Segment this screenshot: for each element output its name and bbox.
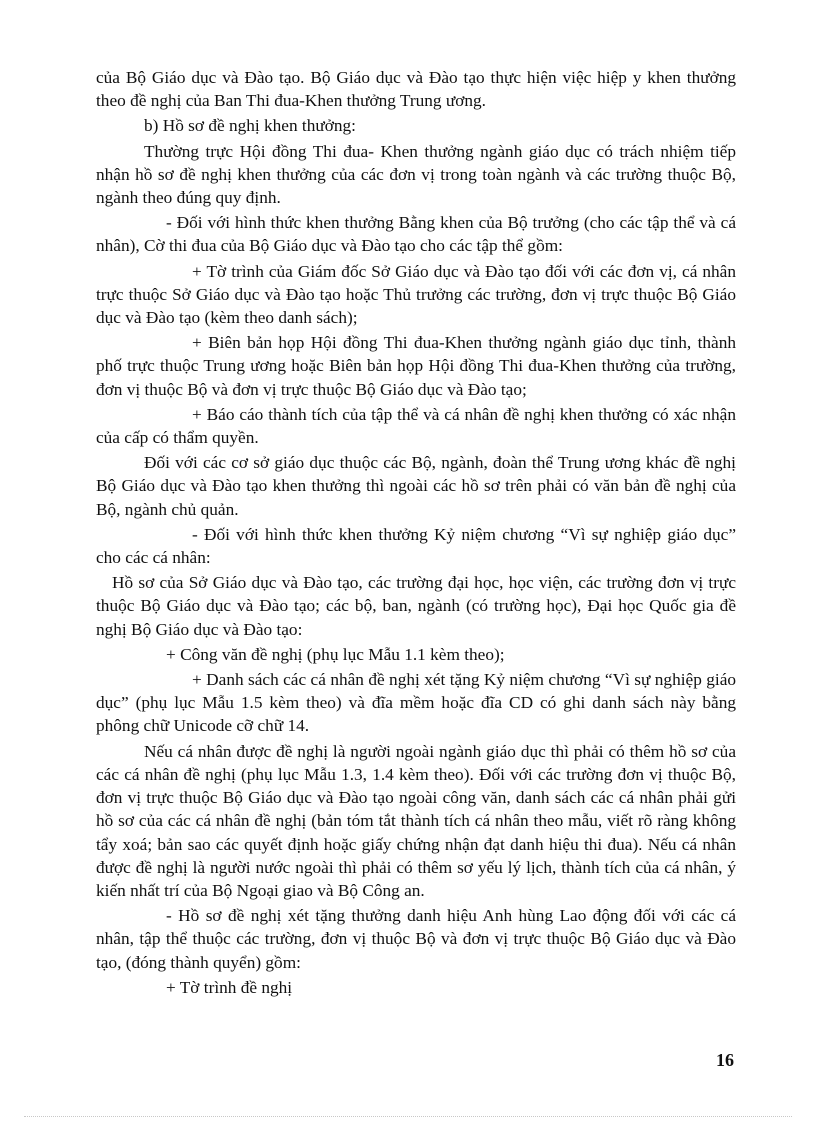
page-number: 16 bbox=[716, 1050, 734, 1070]
list-item-official-letter: + Công văn đề nghị (phụ lục Mẫu 1.1 kèm theo); bbox=[166, 644, 505, 664]
bottom-dotted-rule bbox=[24, 1116, 792, 1117]
paragraph-labour-hero: - Hồ sơ đề nghị xét tặng thưởng danh hiệu Anh hùng Lao động đối với các cá nhân, tập thể thuộc các trường, đơn vị thuộc Bộ và đơn vị trực thuộc Bộ Giáo dục và Đào tạo, (đóng thành quyển) gồm: bbox=[96, 906, 736, 972]
paragraph-other-institutions: Đối với các cơ sở giáo dục thuộc các Bộ, ngành, đoàn thể Trung ương khác đề nghị Bộ Giáo dục và Đào tạo khen thưởng thì ngoài các hồ sơ trên phải có văn bản đề nghị của Bộ, ngành chủ quản. bbox=[96, 453, 736, 519]
list-item-achievement-report: + Báo cáo thành tích của tập thể và cá nhân đề nghị khen thưởng có xác nhận của cấp có thẩm quyền. bbox=[96, 404, 736, 448]
paragraph-continuation: của Bộ Giáo dục và Đào tạo. Bộ Giáo dục và Đào tạo thực hiện việc hiệp y khen thưởng theo đề nghị của Ban Thi đua-Khen thưởng Trung ương. bbox=[96, 68, 736, 111]
list-item-submission: + Tờ trình của Giám đốc Sở Giáo dục và Đào tạo đối với các đơn vị, cá nhân trực thuộc Sở Giáo dục và Đào tạo hoặc Thủ trưởng các trường, đơn vị trực thuộc Bộ Giáo dục và Đào tạo (kèm theo danh sách); bbox=[96, 261, 736, 328]
list-item-proposal: + Tờ trình đề nghị bbox=[166, 977, 293, 997]
list-item-minutes: + Biên bản họp Hội đồng Thi đua-Khen thưởng ngành giáo dục tỉnh, thành phố trực thuộc Trung ương hoặc Biên bản họp Hội đồng Thi đua-Khen thưởng của trường, đơn vị thuộc Bộ và đơn vị trực thuộc Bộ Giáo dục và Đào tạo; bbox=[96, 333, 736, 399]
paragraph-medal-dossier: Hồ sơ của Sở Giáo dục và Đào tạo, các trường đại học, học viện, các trường đơn vị trực thuộc Bộ Giáo dục và Đào tạo; các bộ, ban, ngành (có trường học), Đại học Quốc gia đề nghị Bộ Giáo dục và Đào tạo: bbox=[96, 573, 736, 639]
section-heading-b: b) Hồ sơ đề nghị khen thưởng: bbox=[144, 116, 356, 136]
paragraph-commemorative-medal: - Đối với hình thức khen thưởng Kỷ niệm chương “Vì sự nghiệp giáo dục” cho các cá nhân: bbox=[96, 524, 736, 568]
list-item-name-list: + Danh sách các cá nhân đề nghị xét tặng Kỷ niệm chương “Vì sự nghiệp giáo dục” (phụ lục Mẫu 1.5 kèm theo) và đĩa mềm hoặc đĩa CD có ghi danh sách này bằng phông chữ Unicode cỡ chữ 14. bbox=[96, 670, 736, 736]
document-body bbox=[96, 66, 736, 999]
paragraph-standing-committee: Thường trực Hội đồng Thi đua- Khen thưởng ngành giáo dục có trách nhiệm tiếp nhận hồ sơ đề nghị khen thưởng của các đơn vị trong toàn ngành và các trường thuộc Bộ, ngành theo đúng quy định. bbox=[96, 141, 736, 208]
paragraph-certificate-of-merit: - Đối với hình thức khen thưởng Bằng khen của Bộ trưởng (cho các tập thể và cá nhân), Cờ thi đua của Bộ Giáo dục và Đào tạo cho các tập thể gồm: bbox=[96, 213, 736, 256]
paragraph-outside-sector: Nếu cá nhân được đề nghị là người ngoài ngành giáo dục thì phải có thêm hồ sơ của các cá nhân đề nghị (phụ lục Mẫu 1.3, 1.4 kèm theo). Đối với các trường đơn vị thuộc Bộ, đơn vị trực thuộc Bộ Giáo dục và Đào tạo ngoài công văn, danh sách các cá nhân phải gửi hồ sơ của các cá nhân đề nghị (bản tóm tắt thành tích cá nhân theo mẫu, viết rõ ràng không tẩy xoá; bản sao các quyết định hoặc giấy chứng nhận đạt danh hiệu thi đua). Nếu cá nhân được đề nghị là người nước ngoài thì phải có thêm sơ yếu lý lịch, thành tích của cá nhân, ý kiến nhất trí của Bộ Ngoại giao và Bộ Công an. bbox=[96, 741, 736, 900]
